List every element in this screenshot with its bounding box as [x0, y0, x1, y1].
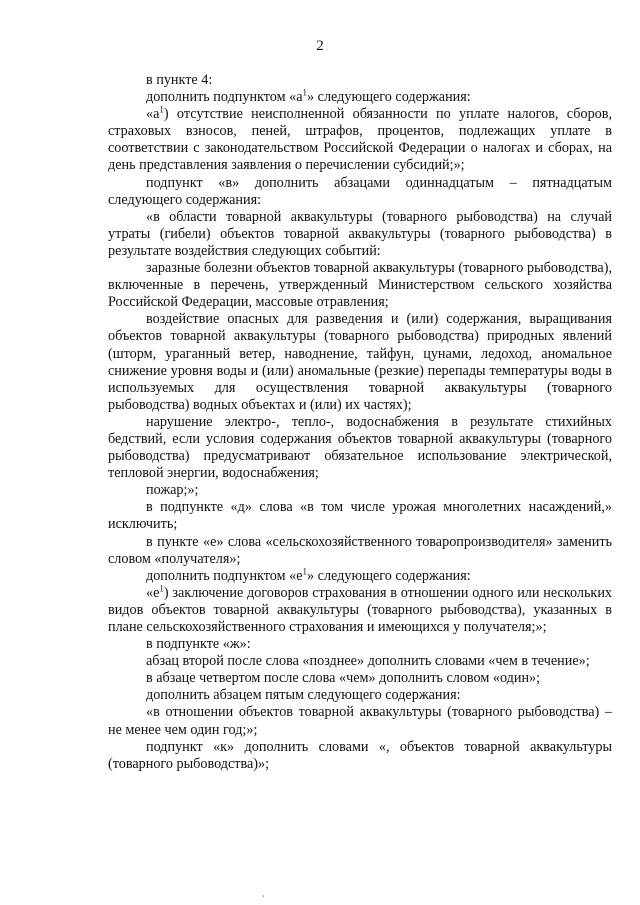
- paragraph: [108, 670, 612, 687]
- paragraph: [108, 106, 612, 174]
- paragraph: [108, 585, 612, 636]
- superscript: 1: [302, 87, 308, 98]
- paragraph: [108, 72, 612, 89]
- paragraph: [108, 565, 612, 585]
- paragraph-text: абзац второй после слова «позднее» дополнить словами «чем в течение»;: [146, 653, 590, 670]
- paragraph: [108, 636, 612, 653]
- superscript: 1: [302, 565, 308, 576]
- paragraph: [108, 311, 612, 414]
- paragraph-text: дополнить абзацем пятым следующего содержания:: [146, 687, 461, 704]
- paragraph-text: » следующего содержания:: [307, 89, 471, 106]
- paragraph-text: «в отношении объектов товарной аквакультуры (товарного рыбоводства) – не менее чем один год;»;: [108, 704, 612, 738]
- page-number: 2: [316, 38, 324, 54]
- paragraph-text: ) отсутствие неисполненной обязанности по уплате налогов, сборов, страховых взносов, пеней, штрафов, процентов, подлежащих уплате в соответствии с законодательством Российской Федерации о налогах и сборах, на день представления заявления о перечислении субсидий;»;: [108, 106, 612, 174]
- paragraph: [108, 739, 612, 773]
- paragraph-text: подпункт «в» дополнить абзацами одиннадцатым – пятнадцатым следующего содержания:: [108, 174, 612, 208]
- paragraph-text: ) заключение договоров страхования в отношении одного или нескольких видов объектов товарной аквакультуры (товарного рыбоводства), указанных в плане сельскохозяйственного страхования и имеющихся у получателя;»;: [108, 584, 612, 635]
- paragraph-text: в пункте «е» слова «сельскохозяйственного товаропроизводителя» заменить словом «получателя»;: [108, 533, 612, 567]
- paragraph-text: в пункте 4:: [146, 72, 213, 88]
- paragraph-text: пожар;»;: [146, 482, 199, 499]
- paragraph-text: в подпункте «ж»:: [146, 636, 251, 653]
- paragraph: [108, 414, 612, 482]
- paragraph-text: в абзаце четвертом после слова «чем» дополнить словом «один»;: [146, 670, 541, 687]
- paragraph: [108, 534, 612, 568]
- paragraph-text: в подпункте «д» слова «в том числе урожая многолетних насаждений,» исключить;: [108, 499, 612, 533]
- paragraph: [108, 653, 612, 670]
- paragraph-text: » следующего содержания:: [307, 567, 471, 584]
- paragraph-text: «е: [146, 584, 160, 601]
- paragraph: [108, 499, 612, 533]
- paragraph: [108, 482, 612, 499]
- paragraph: [108, 175, 612, 209]
- paragraph-text: «а: [146, 106, 160, 123]
- paragraph-text: дополнить подпунктом «а: [146, 89, 303, 106]
- paragraph: [108, 260, 612, 311]
- document-body: [108, 72, 612, 773]
- superscript: 1: [159, 583, 164, 594]
- paragraph: [108, 687, 612, 704]
- paragraph: [108, 89, 612, 106]
- paragraph: [108, 209, 612, 260]
- scan-speck: ⸒: [262, 887, 266, 898]
- paragraph-text: воздействие опасных для разведения и (или) содержания, выращивания объектов товарной аквакультуры (товарного рыбоводства) природных явлений (шторм, ураганный ветер, наводнение, тайфун, цунами, ледоход, аномальное снижение уровня воды и (или) аномальные (резкие) перепады температуры воды в используемых для осуществления товарной аквакультуры (товарного рыбоводства) водных объектах и (или) их частях);: [108, 311, 612, 413]
- paragraph-text: дополнить подпунктом «е: [146, 567, 303, 584]
- superscript: 1: [159, 104, 164, 115]
- paragraph-text: нарушение электро-, тепло-, водоснабжения в результате стихийных бедствий, если условия содержания объектов товарной аквакультуры (товарного рыбоводства) предусматривают обязательное использование электрической, тепловой энергии, водоснабжения;: [108, 413, 612, 482]
- paragraph-text: подпункт «к» дополнить словами «, объектов товарной аквакультуры (товарного рыбоводства)»;: [108, 738, 612, 772]
- paragraph-text: «в области товарной аквакультуры (товарного рыбоводства) на случай утраты (гибели) объектов товарной аквакультуры (товарного рыбоводства) в результате воздействия следующих событий:: [108, 208, 612, 259]
- paragraph-text: заразные болезни объектов товарной аквакультуры (товарного рыбоводства), включенные в перечень, утвержденный Министерством сельского хозяйства Российской Федерации, массовые отравления;: [108, 260, 612, 311]
- paragraph: [108, 704, 612, 738]
